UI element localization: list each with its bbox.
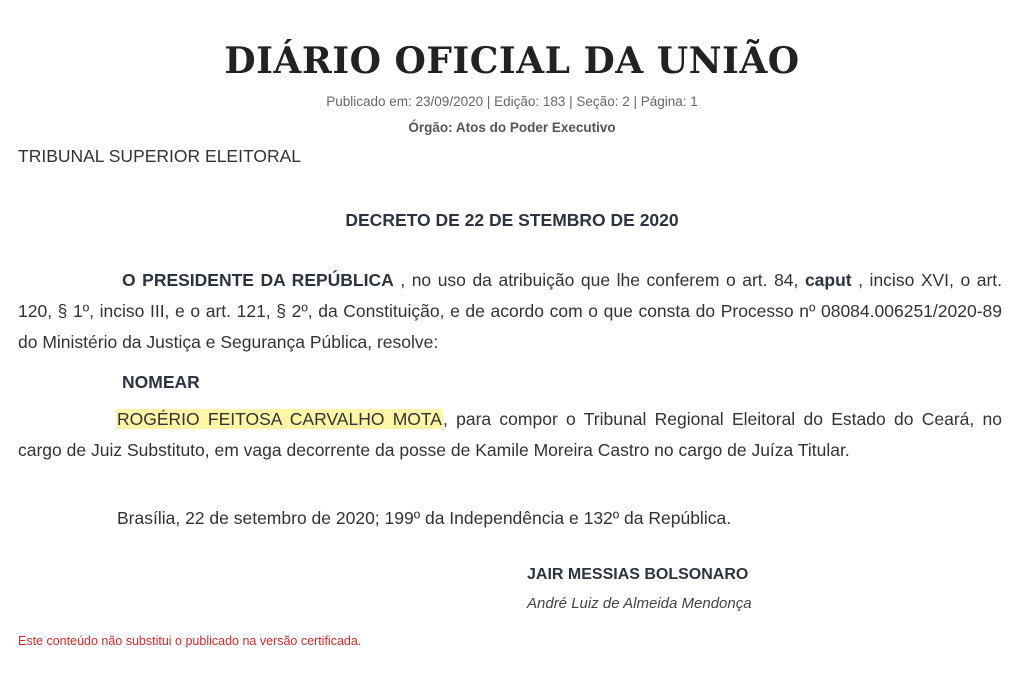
appointment-text: , para compor o Tribunal Regional Eleitoral do Estado do Ceará, no cargo de Juiz Substituto, em vaga decorrente da posse de Kamile Moreira Castro no cargo de Juíza Titular. — [18, 409, 1002, 460]
preamble-text-a: , no uso da atribuição que lhe conferem o art. 84, — [393, 270, 805, 290]
preamble-caput: caput — [804, 270, 852, 290]
preamble-subject: O PRESIDENTE DA REPÚBLICA — [122, 270, 394, 290]
orgao-line — [0, 120, 1024, 135]
decree-action: NOMEAR — [122, 372, 200, 392]
publication-info: Publicado em: 23/09/2020 | Edição: 183 | Seção: 2 | Página: 1 — [326, 94, 698, 109]
preamble-text-b: , inciso XVI, o art. 120, § 1º, inciso III, e o art. 121, § 2º, da Constituição, e de acordo com o que consta do Processo nº 08084.006251/2020-89 do Ministério da Justiça e Segurança Pública, resolve: — [18, 270, 1002, 352]
place-date-line: Brasília, 22 de setembro de 2020; 199º da Independência e 132º da República. — [117, 508, 732, 528]
cosigner-name: André Luiz de Almeida Mendonça — [527, 595, 752, 612]
orgao-label: Órgão: — [408, 120, 453, 135]
certification-disclaimer: Este conteúdo não substitui o publicado na versão certificada. — [18, 634, 362, 648]
decree-title: DECRETO DE 22 DE STEMBRO DE 2020 — [345, 210, 679, 230]
masthead-title: DIÁRIO OFICIAL DA UNIÃO — [224, 40, 800, 82]
signer-name: JAIR MESSIAS BOLSONARO — [527, 566, 749, 583]
decree-preamble — [18, 265, 1002, 358]
appointee-name-highlight: ROGÉRIO FEITOSA CARVALHO MOTA — [117, 409, 442, 429]
orgao-value: Atos do Poder Executivo — [455, 120, 616, 135]
appointment-paragraph — [18, 404, 1002, 466]
institution-name: TRIBUNAL SUPERIOR ELEITORAL — [18, 146, 301, 166]
